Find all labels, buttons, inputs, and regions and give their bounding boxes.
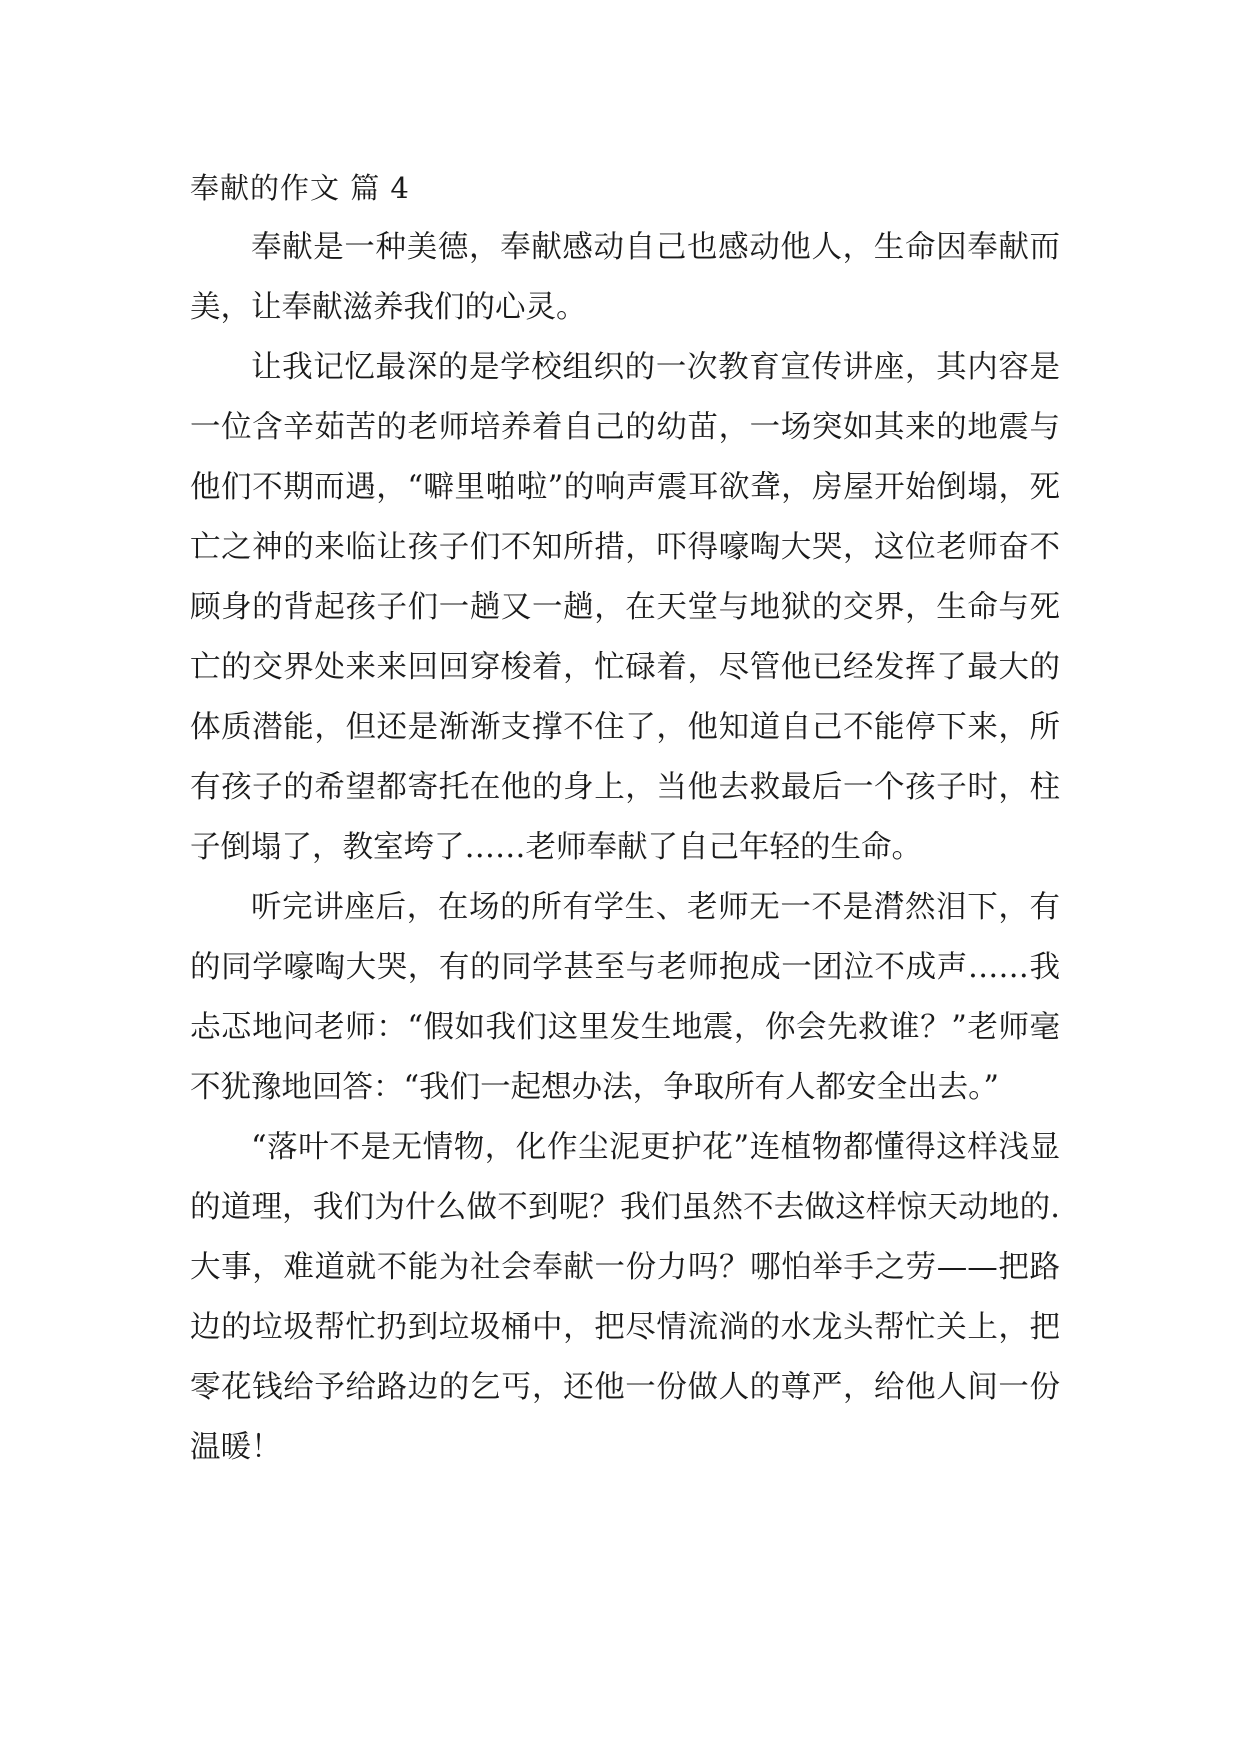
document-title: 奉献的作文 篇 4: [190, 171, 410, 205]
paragraph-3: 听完讲座后，在场的所有学生、老师无一不是潸然泪下，有的同学嚎啕大哭，有的同学甚至与老师抱成一团泣不成声……我忐忑地问老师：“假如我们这里发生地震，你会先救谁？”老师毫不犹豫地回答：“我们一起想办法，争取所有人都安全出去。”: [190, 890, 1060, 1105]
document-body: [190, 218, 1060, 1478]
paragraph-1: 奉献是一种美德，奉献感动自己也感动他人，生命因奉献而美，让奉献滋养我们的心灵。: [190, 230, 1060, 325]
paragraph-2: 让我记忆最深的是学校组织的一次教育宣传讲座，其内容是一位含辛茹苦的老师培养着自己的幼苗，一场突如其来的地震与他们不期而遇，“噼里啪啦”的响声震耳欲聋，房屋开始倒塌，死亡之神的来临让孩子们不知所措，吓得嚎啕大哭，这位老师奋不顾身的背起孩子们一趟又一趟，在天堂与地狱的交界，生命与死亡的交界处来来回回穿梭着，忙碌着，尽管他已经发挥了最大的体质潜能，但还是渐渐支撑不住了，他知道自己不能停下来，所有孩子的希望都寄托在他的身上，当他去救最后一个孩子时，柱子倒塌了，教室垮了……老师奉献了自己年轻的生命。: [190, 350, 1060, 865]
paragraph-4: “落叶不是无情物，化作尘泥更护花”连植物都懂得这样浅显的道理，我们为什么做不到呢？我们虽然不去做这样惊天动地的.大事，难道就不能为社会奉献一份力吗？哪怕举手之劳——把路边的垃圾帮忙扔到垃圾桶中，把尽情流淌的水龙头帮忙关上，把零花钱给予给路边的乞丐，还他一份做人的尊严，给他人间一份温暖！: [190, 1130, 1060, 1465]
